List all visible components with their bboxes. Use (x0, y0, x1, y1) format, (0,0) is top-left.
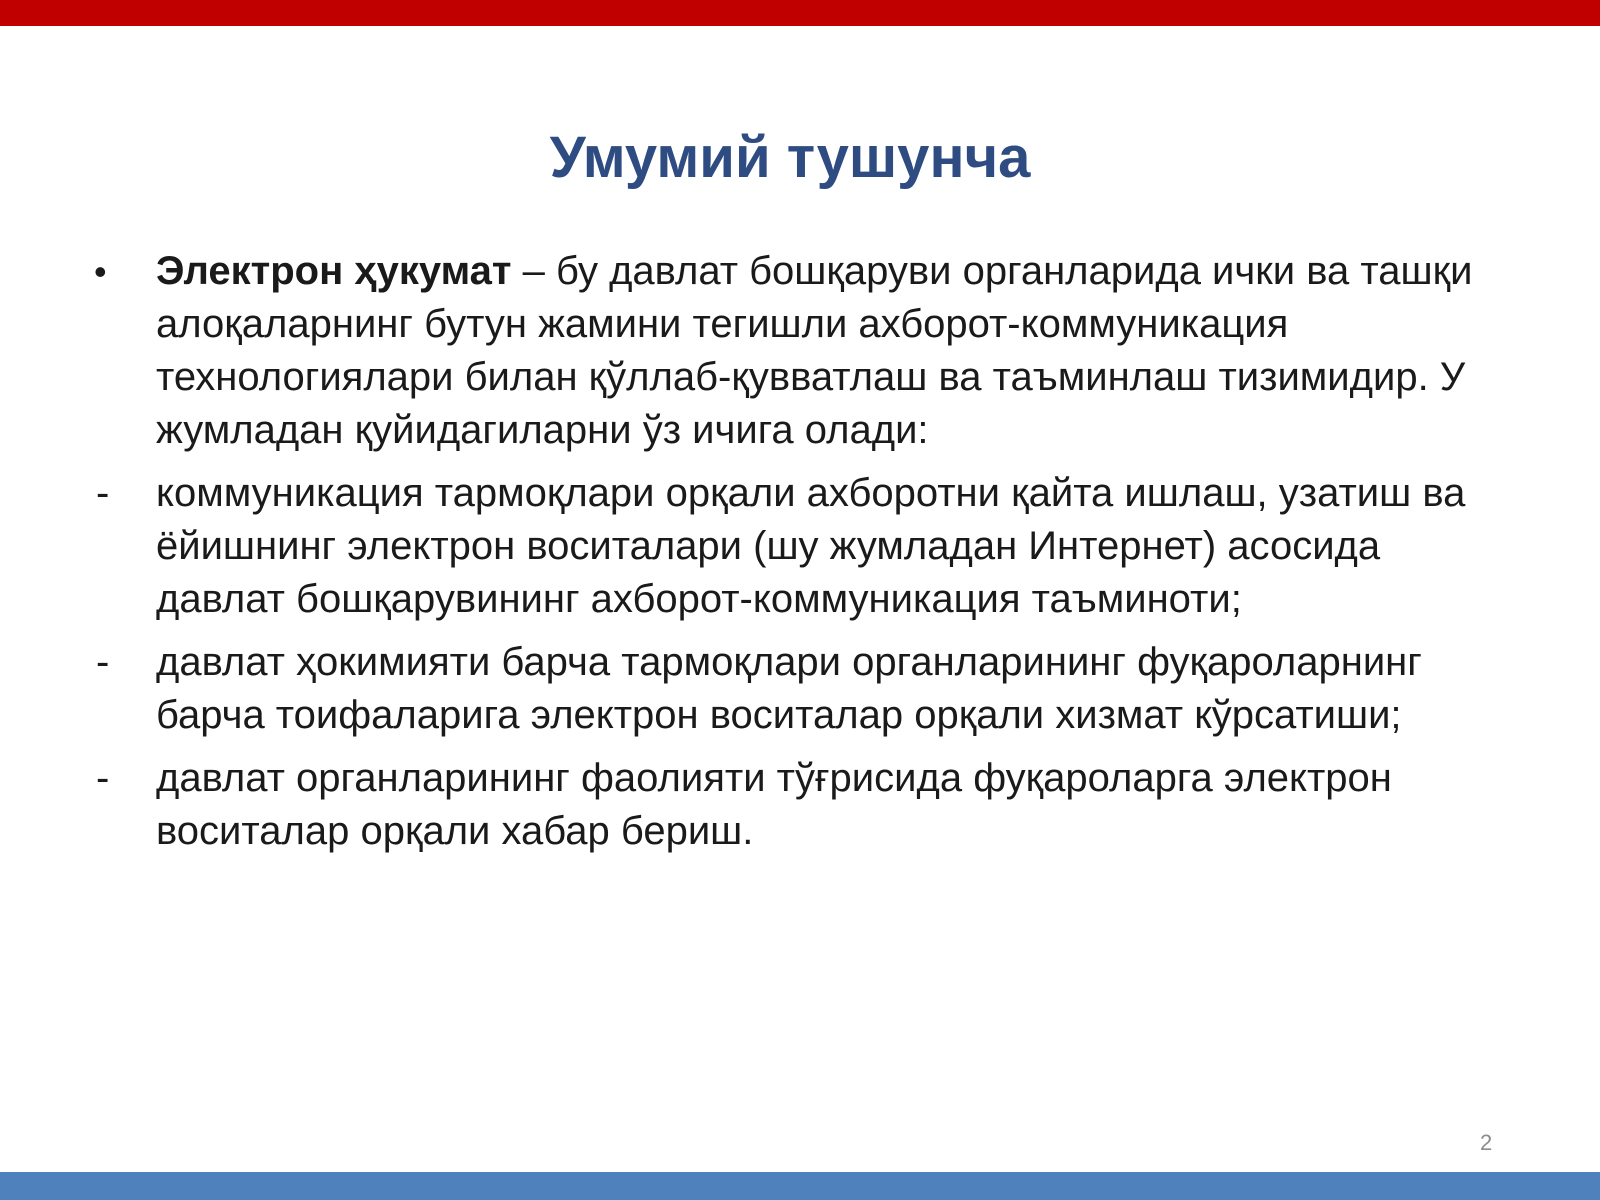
definition-item (92, 245, 1512, 457)
list-item-3 (92, 752, 1512, 858)
top-accent-bar (0, 0, 1600, 26)
definition-term: Электрон ҳукумат (156, 249, 512, 293)
dash-marker: - (96, 471, 110, 515)
dash-marker: - (96, 756, 110, 800)
list-item-text: коммуникация тармоқлари орқали ахборотни қайта ишлаш, узатиш ва ёйишнинг электрон воситалари (шу жумладан Интернет) асосида давлат бошқарувининг ахборот-коммуникация таъминоти; (156, 471, 1466, 621)
slide-title: Умумий тушунча (549, 125, 1031, 190)
bullet-marker: • (94, 251, 107, 292)
list-item-1 (92, 467, 1512, 626)
list-item-2 (92, 636, 1512, 742)
definition-text: – бу давлат бошқаруви органларида ички ва ташқи алоқаларнинг бутун жамини тегишли ахборот-коммуникация технологиялари билан қўллаб-қувватлаш ва таъминлаш тизимидир. У жумладан қуйидагиларни ўз ичига олади: (156, 249, 1473, 452)
page-number: 2 (1480, 1130, 1493, 1155)
list-item-text: давлат ҳокимияти барча тармоқлари органларининг фуқароларнинг барча тоифаларига электрон воситалар орқали хизмат кўрсатиши; (156, 640, 1422, 737)
bottom-accent-bar (0, 1172, 1600, 1200)
slide-content (92, 245, 1512, 868)
list-item-text: давлат органларининг фаолияти тўғрисида фуқароларга электрон воситалар орқали хабар бериш. (156, 756, 1392, 853)
dash-marker: - (96, 640, 110, 684)
